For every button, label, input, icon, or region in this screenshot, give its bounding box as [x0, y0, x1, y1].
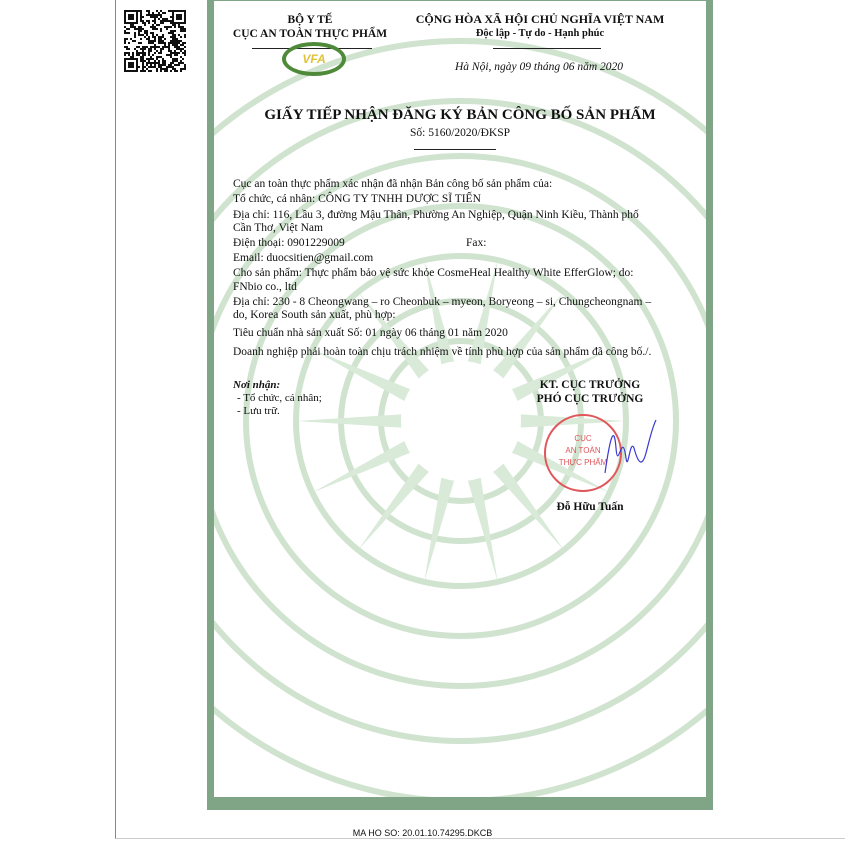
intro-line: Cục an toàn thực phẩm xác nhận đã nhận Bản công bố sản phẩm của:: [233, 178, 553, 190]
address-line-2: Cần Thơ, Việt Nam: [233, 222, 323, 234]
divider: [414, 149, 496, 150]
recipient-item: - Lưu trữ.: [237, 405, 280, 417]
motto: Độc lập - Tự do - Hạnh phúc: [475, 28, 605, 39]
document-number: Số: 5160/2020/ĐKSP: [409, 127, 510, 139]
recipients-label: Nơi nhận:: [233, 379, 281, 391]
nation-name: CỘNG HÒA XÃ HỘI CHỦ NGHĨA VIỆT NAM: [415, 12, 665, 26]
signer-role-1: KT. CỤC TRƯỞNG: [539, 379, 641, 391]
fax: Fax:: [466, 237, 487, 249]
vfa-logo: VFA: [282, 42, 346, 76]
divider: [493, 48, 601, 49]
product-line-2: FNbio co., ltd: [233, 281, 297, 293]
responsibility-statement: Doanh nghiệp phải hoàn toàn chịu trách nhiệm về tính phù hợp của sản phẩm đã công bố./.: [233, 346, 652, 358]
signature-scribble: [600, 418, 662, 478]
email: Email: duocsitien@gmail.com: [233, 252, 374, 264]
product-line-1: Cho sản phẩm: Thực phẩm bảo vệ sức khỏe CosmeHeal Healthy White EfferGlow; do:: [233, 267, 634, 279]
document-title: GIẤY TIẾP NHẬN ĐĂNG KÝ BẢN CÔNG BỐ SẢN PHẨM: [264, 107, 656, 123]
manufacturer-address-2: do, Korea South sản xuất, phù hợp:: [233, 309, 396, 321]
dossier-code: MA HO SO: 20.01.10.74295.DKCB: [352, 828, 493, 838]
signer-name: Đỗ Hữu Tuấn: [556, 501, 624, 513]
issue-date: Hà Nội, ngày 09 tháng 06 năm 2020: [455, 61, 624, 73]
qr-code: [122, 8, 188, 74]
standard: Tiêu chuẩn nhà sản xuất Số: 01 ngày 06 tháng 01 năm 2020: [233, 327, 508, 339]
signer-role-2: PHÓ CỤC TRƯỞNG: [536, 393, 644, 405]
address-line-1: Địa chỉ: 116, Lầu 3, đường Mậu Thân, Phường An Nghiệp, Quận Ninh Kiều, Thành phố: [233, 209, 639, 221]
ministry-name: BỘ Y TẾ: [287, 14, 333, 26]
recipient-item: - Tổ chức, cá nhân;: [237, 392, 322, 404]
manufacturer-address-1: Địa chỉ: 230 - 8 Cheongwang – ro Cheonbuk – myeon, Boryeong – si, Chungcheongnam –: [233, 296, 652, 308]
organization: Tổ chức, cá nhân: CÔNG TY TNHH DƯỢC SĨ TIẾN: [233, 193, 481, 205]
phone: Điện thoại: 0901229009: [233, 237, 345, 249]
official-stamp: CỤC AN TOÀN THỰC PHẨM: [544, 414, 622, 492]
agency-name: CỤC AN TOÀN THỰC PHẨM: [232, 28, 388, 40]
